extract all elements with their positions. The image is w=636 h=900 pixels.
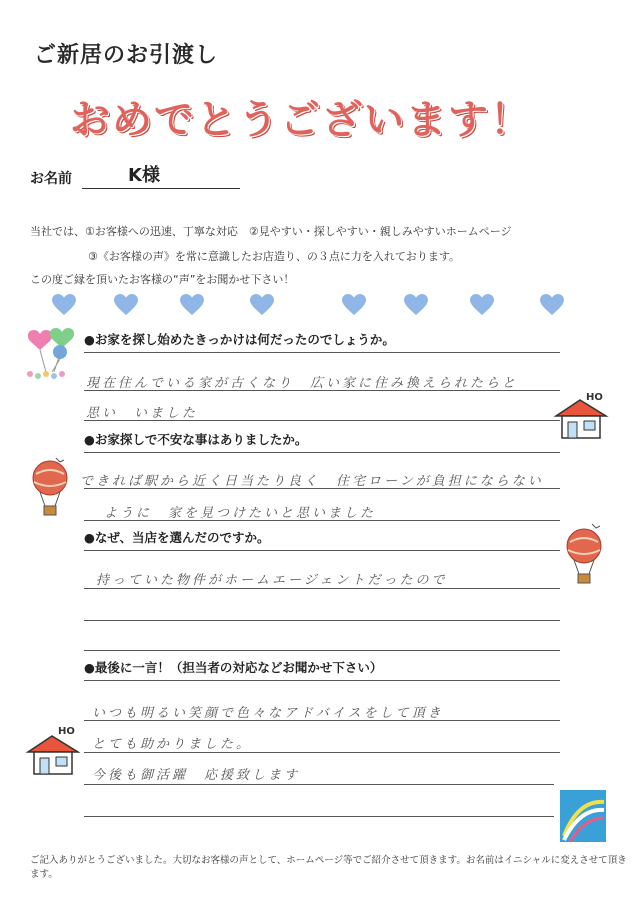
hot-air-balloon-icon: [26, 456, 76, 520]
answer-line: [84, 588, 560, 589]
question-4: ●最後に一言！（担当者の対応などお聞かせ下さい）: [84, 660, 383, 675]
answer-4-line-1: いつも明るい笑顔で色々なアドバイスをして頂き: [92, 706, 444, 721]
svg-text:HO: HO: [58, 726, 75, 737]
heart-icon: [180, 294, 204, 315]
heart-icon: [540, 294, 564, 315]
answer-line: [84, 520, 560, 521]
answer-line: [84, 488, 560, 489]
question-2: ●お家探しで不安な事はありましたか。: [84, 432, 308, 447]
heart-icon: [342, 294, 366, 315]
name-label: お名前: [30, 171, 72, 187]
answer-4-line-3: 今後も御活躍 応援致します: [92, 768, 301, 783]
heart-row: [52, 293, 572, 317]
answer-3-line-1: 持っていた物件がホームエージェントだったので: [96, 573, 448, 588]
answer-line: [84, 752, 560, 753]
intro-line-1: 当社では、①お客様への迅速、丁寧な対応 ②見やすい・探しやすい・親しみやすいホームページ: [30, 225, 512, 238]
intro-line-2: ③《お客様の声》を常に意識したお店造り、の３点に力を入れております。: [88, 250, 460, 263]
balloon-icon: [24, 326, 80, 382]
question-3: ●なぜ、当店を選んだのですか。: [84, 530, 270, 545]
answer-line: [84, 784, 554, 785]
heart-icon: [250, 294, 274, 315]
answer-2-line-2: ように 家を見つけたいと思いました: [104, 506, 377, 521]
heart-icon: [470, 294, 494, 315]
name-underline: [82, 188, 240, 189]
hot-air-balloon-icon: [560, 522, 610, 586]
answer-line: [84, 452, 560, 453]
intro-line-3: この度ご縁を頂いたお客様の“声”をお聞かせ下さい！: [30, 273, 295, 286]
rainbow-logo-icon: [560, 790, 606, 842]
house-icon: [24, 724, 82, 778]
heart-icon: [114, 294, 138, 315]
heart-icon: [52, 294, 76, 315]
page-title: おめでとうございます！: [70, 97, 532, 143]
answer-line: [84, 816, 554, 817]
answer-line: [84, 550, 560, 551]
svg-text:HO: HO: [586, 392, 603, 403]
answer-line: [84, 650, 560, 651]
answer-line: [84, 352, 560, 353]
question-1: ●お家を探し始めたきっかけは何だったのでしょうか。: [84, 332, 395, 347]
answer-line: [84, 390, 560, 391]
answer-line: [84, 720, 560, 721]
house-icon: [552, 390, 610, 442]
answer-4-line-2: とても助かりました。: [92, 737, 253, 752]
answer-2-line-1: できれば駅から近く日当たり良く 住宅ローンが負担にならない: [80, 474, 544, 489]
answer-line: [84, 680, 560, 681]
answer-1-line-2: 思い いました: [86, 406, 199, 421]
answer-line: [84, 420, 560, 421]
heart-icon: [404, 294, 428, 315]
footer-note: ご記入ありがとうございました。大切なお客様の声として、ホームページ等でご紹介させて頂きます。お名前はイニシャルに変えさせて頂きます。: [30, 855, 627, 880]
name-value: K様: [128, 165, 160, 186]
subtitle: ご新居のお引渡し: [34, 43, 219, 68]
answer-1-line-1: 現在住んでいる家が古くなり 広い家に住み換えられたらと: [86, 376, 519, 391]
answer-line: [84, 620, 560, 621]
